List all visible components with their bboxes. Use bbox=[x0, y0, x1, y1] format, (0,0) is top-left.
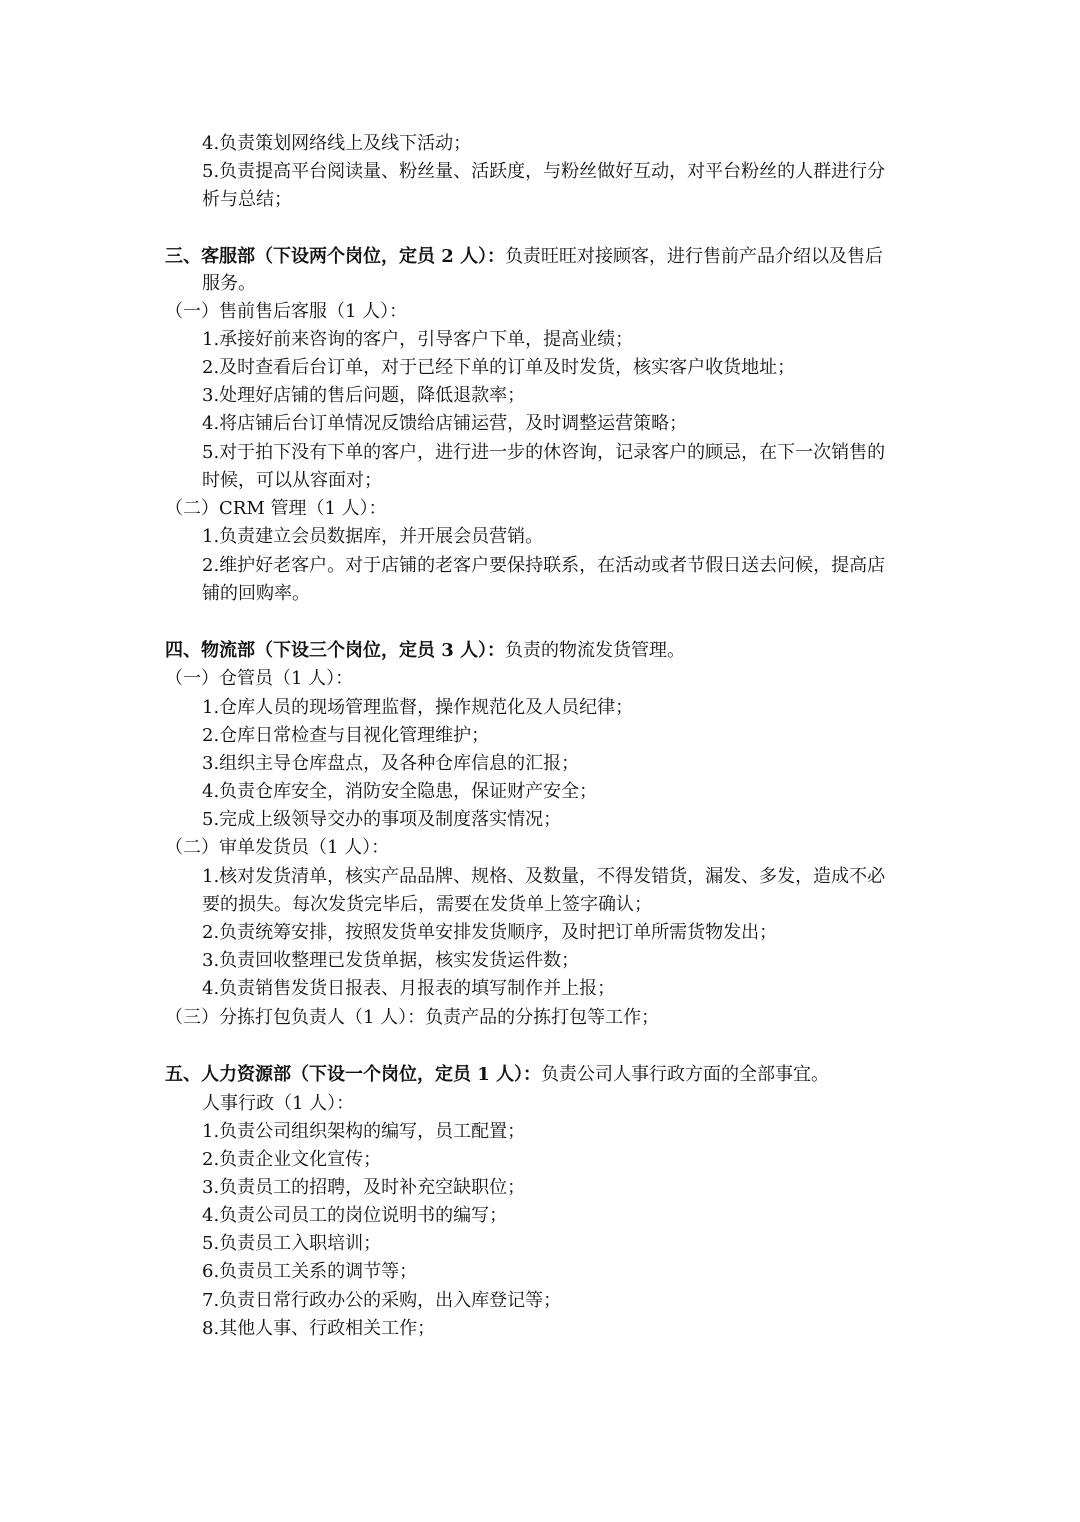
list-item: 2.负责统筹安排，按照发货单安排发货顺序，及时把订单所需货物发出； bbox=[202, 922, 778, 943]
section-logistics-heading bbox=[165, 639, 685, 663]
list-item: 3.负责员工的招聘，及时补充空缺职位； bbox=[202, 1177, 526, 1198]
list-item: 5.负责员工入职培训； bbox=[202, 1233, 382, 1254]
subsection-title: （二）审单发货员（1 人）： bbox=[165, 837, 390, 858]
subsection-title: （三）分拣打包负责人（1 人）：负责产品的分拣打包等工作； bbox=[165, 1007, 660, 1028]
list-item: 4.将店铺后台订单情况反馈给店铺运营，及时调整运营策略； bbox=[202, 413, 688, 434]
list-item: 要的损失。每次发货完毕后，需要在发货单上签字确认； bbox=[202, 894, 652, 915]
list-item: 铺的回购率。 bbox=[202, 583, 310, 604]
section-customer-service-heading bbox=[165, 245, 883, 269]
list-item: 5.对于拍下没有下单的客户，进行进一步的休咨询，记录客户的顾忌，在下一次销售的 bbox=[202, 442, 886, 463]
list-item: 1.核对发货清单，核实产品品牌、规格、及数量，不得发错货，漏发、多发，造成不必 bbox=[202, 866, 886, 887]
list-item: 8.其他人事、行政相关工作； bbox=[202, 1318, 436, 1339]
subsection-title: （二）CRM 管理（1 人）： bbox=[165, 498, 387, 519]
section-heading-bold: 三、客服部（下设两个岗位，定员 2 人）： bbox=[165, 246, 506, 267]
section-heading-continuation: 服务。 bbox=[202, 273, 256, 294]
list-item: 1.负责建立会员数据库，并开展会员营销。 bbox=[202, 526, 544, 547]
section-hr-heading bbox=[165, 1063, 829, 1087]
continued-item-5-line2: 析与总结； bbox=[202, 189, 292, 210]
list-item: 时候，可以从容面对； bbox=[202, 470, 382, 491]
section-heading-text: 负责的物流发货管理。 bbox=[505, 640, 686, 661]
list-item: 4.负责公司员工的岗位说明书的编写； bbox=[202, 1205, 508, 1226]
section-heading-bold: 五、人力资源部（下设一个岗位，定员 1 人）： bbox=[165, 1064, 542, 1085]
continued-item-4: 4.负责策划网络线上及线下活动； bbox=[202, 133, 472, 154]
continued-item-5-line1: 5.负责提高平台阅读量、粉丝量、活跃度，与粉丝做好互动，对平台粉丝的人群进行分 bbox=[202, 161, 886, 182]
list-item: 1.仓库人员的现场管理监督，操作规范化及人员纪律； bbox=[202, 697, 634, 718]
subsection-title: （一）售前售后客服（1 人）： bbox=[165, 301, 408, 322]
section-heading-text: 负责公司人事行政方面的全部事宜。 bbox=[541, 1064, 830, 1085]
list-item: 7.负责日常行政办公的采购，出入库登记等； bbox=[202, 1290, 562, 1311]
list-item: 3.组织主导仓库盘点，及各种仓库信息的汇报； bbox=[202, 753, 580, 774]
section-heading-bold: 四、物流部（下设三个岗位，定员 3 人）： bbox=[165, 640, 506, 661]
list-item: 1.承接好前来咨询的客户，引导客户下单，提高业绩； bbox=[202, 329, 634, 350]
list-item: 4.负责仓库安全，消防安全隐患，保证财产安全； bbox=[202, 781, 598, 802]
list-item: 3.负责回收整理已发货单据，核实发货运件数； bbox=[202, 950, 580, 971]
subsection-title: （一）仓管员（1 人）： bbox=[165, 668, 354, 689]
list-item: 4.负责销售发货日报表、月报表的填写制作并上报； bbox=[202, 978, 616, 999]
section-heading-text: 负责旺旺对接顾客，进行售前产品介绍以及售后 bbox=[505, 246, 884, 267]
list-item: 2.及时查看后台订单，对于已经下单的订单及时发货，核实客户收货地址； bbox=[202, 357, 796, 378]
list-item: 6.负责员工关系的调节等； bbox=[202, 1261, 418, 1282]
list-item: 2.仓库日常检查与目视化管理维护； bbox=[202, 725, 490, 746]
list-item: 3.处理好店铺的售后问题，降低退款率； bbox=[202, 385, 526, 406]
list-item: 2.维护好老客户。对于店铺的老客户要保持联系，在活动或者节假日送去问候，提高店 bbox=[202, 555, 886, 576]
list-item: 2.负责企业文化宣传； bbox=[202, 1149, 382, 1170]
list-item: 1.负责公司组织架构的编写，员工配置； bbox=[202, 1121, 526, 1142]
subsection-title: 人事行政（1 人）： bbox=[202, 1093, 355, 1114]
list-item: 5.完成上级领导交办的事项及制度落实情况； bbox=[202, 809, 562, 830]
